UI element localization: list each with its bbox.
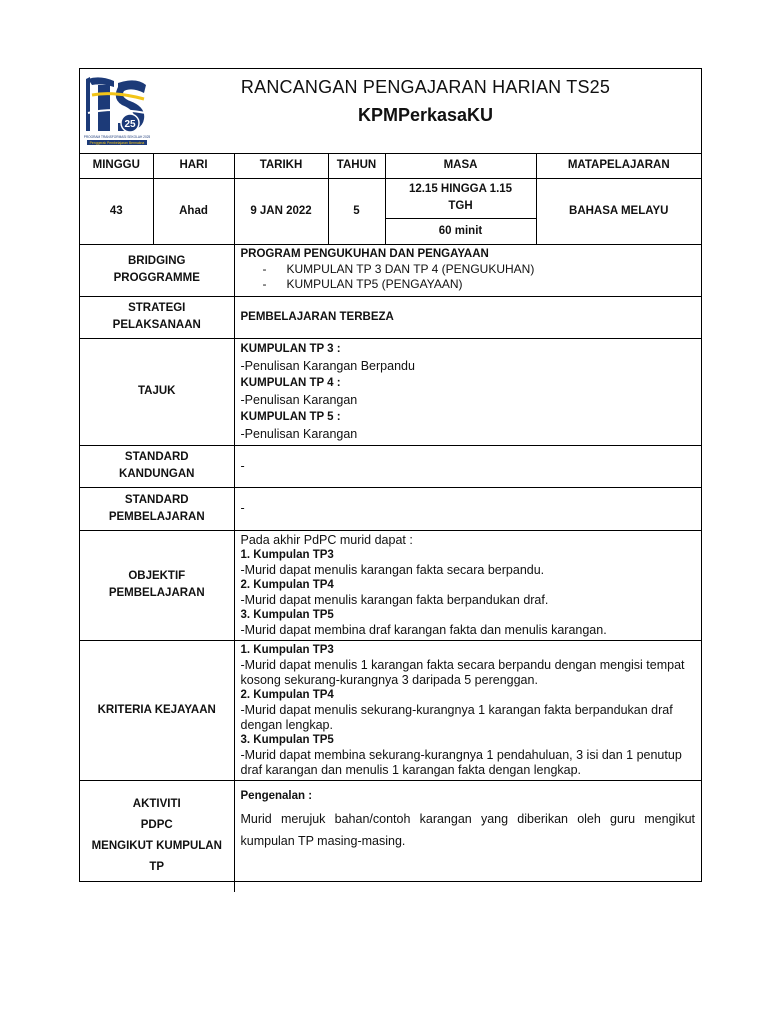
rph-table	[80, 153, 701, 892]
bridging-content	[234, 244, 701, 296]
strategi-content	[234, 296, 701, 338]
masa-value	[385, 178, 536, 218]
ts25-logo	[84, 73, 150, 147]
standard-pembelajaran-value: -	[234, 487, 701, 530]
hari-value: Ahad	[153, 178, 234, 244]
standard-kandungan-value: -	[234, 445, 701, 487]
strategi-label: STRATEGI PELAKSANAAN	[80, 296, 234, 338]
aktiviti-heading: Pengenalan :	[240, 789, 313, 802]
col-hari: HARI	[153, 153, 234, 178]
aktiviti-text: Murid merujuk bahan/contoh karangan yang diberikan oleh guru mengikut kumpulan TP masing-masing.	[240, 811, 695, 848]
durasi-value: 60 minit	[385, 218, 536, 244]
col-tarikh: TARIKH	[234, 153, 328, 178]
row-aktiviti	[80, 780, 701, 892]
form-header	[80, 69, 701, 154]
aktiviti-content	[234, 780, 701, 892]
standard-pembelajaran-label: STANDARD PEMBELAJARAN	[80, 487, 234, 530]
ts25-logo-graphic	[84, 73, 150, 147]
row-standard-pembelajaran	[80, 487, 701, 530]
column-header-row	[80, 153, 701, 178]
tajuk-content: KUMPULAN TP 3 : -Penulisan Karangan Berpandu KUMPULAN TP 4 : -Penulisan Karangan KUMPULAN TP 5 : -Penulisan Karangan	[234, 338, 701, 445]
bridging-list	[241, 262, 696, 292]
row-strategi	[80, 296, 701, 338]
tahun-value: 5	[328, 178, 385, 244]
col-masa: MASA	[385, 153, 536, 178]
info-row-top	[80, 178, 701, 218]
col-minggu: MINGGU	[80, 153, 153, 178]
aktiviti-label: AKTIVITI PDPC MENGIKUT KUMPULAN TP	[80, 780, 234, 892]
row-tajuk	[80, 338, 701, 445]
col-matapelajaran: MATAPELAJARAN	[536, 153, 701, 178]
minggu-value: 43	[80, 178, 153, 244]
row-objektif	[80, 530, 701, 640]
form-subtitle: KPMPerkasaKU	[357, 105, 494, 125]
row-standard-kandungan	[80, 445, 701, 487]
objektif-label: OBJEKTIF PEMBELAJARAN	[80, 530, 234, 640]
row-bridging	[80, 244, 701, 296]
col-tahun: TAHUN	[328, 153, 385, 178]
list-item: - KUMPULAN TP5 (PENGAYAAN)	[263, 277, 696, 292]
form-title: RANCANGAN PENGAJARAN HARIAN TS25	[240, 77, 611, 97]
masa-line2: TGH	[448, 200, 473, 212]
bridging-heading: PROGRAM PENGUKUHAN DAN PENGAYAAN	[240, 247, 489, 260]
rph-form	[79, 68, 702, 882]
list-item: - KUMPULAN TP 3 DAN TP 4 (PENGUKUHAN)	[263, 262, 696, 277]
standard-kandungan-label: STANDARD KANDUNGAN	[80, 445, 234, 487]
objektif-content: Pada akhir PdPC murid dapat : 1. Kumpulan TP3 -Murid dapat menulis karangan fakta secara berpandu. 2. Kumpulan TP4 -Murid dapat menulis karangan fakta berpandukan draf. 3. Kumpulan TP5 -Murid dapat membina draf karangan fakta dan menulis karangan.	[234, 530, 701, 640]
row-kriteria	[80, 640, 701, 780]
svg-text:PROGRAM TRANSFORMASI SEKOLAH 2: PROGRAM TRANSFORMASI SEKOLAH 2025	[84, 135, 150, 139]
bridging-label: BRIDGING PROGGRAMME	[80, 244, 234, 296]
svg-text:Penggerak Pembelajaran Bermakn: Penggerak Pembelajaran Bermakna	[89, 141, 145, 145]
strategi-value: PEMBELAJARAN TERBEZA	[240, 311, 394, 323]
tarikh-value: 9 JAN 2022	[234, 178, 328, 244]
svg-text:25: 25	[124, 119, 136, 130]
kriteria-label: KRITERIA KEJAYAAN	[80, 640, 234, 780]
kriteria-content: 1. Kumpulan TP3 -Murid dapat menulis 1 karangan fakta secara berpandu dengan mengisi tempat kosong sekurang-kurangnya 3 daripada 5 perenggan. 2. Kumpulan TP4 -Murid dapat menulis sekurang-kurangnya 1 karangan fakta berpandukan draf dengan lengkap. 3. Kumpulan TP5 -Murid dapat membina sekurang-kurangnya 1 pendahuluan, 3 isi dan 1 penutup draf karangan dan menulis 1 karangan fakta dengan lengkap.	[234, 640, 701, 780]
masa-line1: 12.15 HINGGA 1.15	[408, 183, 513, 195]
tajuk-label: TAJUK	[80, 338, 234, 445]
matapelajaran-value: BAHASA MELAYU	[536, 178, 701, 244]
